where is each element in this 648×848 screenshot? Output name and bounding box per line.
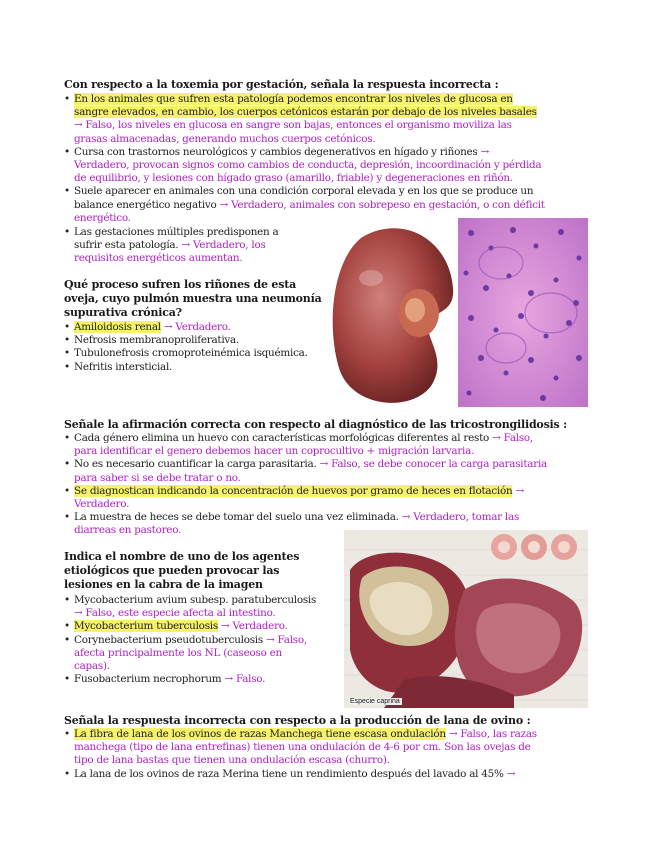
question-1-options xyxy=(64,93,546,225)
q3-option-3: • Se diagnostican indicando la concentración de huevos por gramo de heces en flotación → Verdadero. xyxy=(64,485,550,511)
question-1-options-cont xyxy=(64,226,308,266)
q4-option-2: • Mycobacterium tuberculosis → Verdadero. xyxy=(64,620,318,633)
q2-option-3: • Tubulonefrosis cromoproteinémica isquémica. xyxy=(64,347,316,360)
question-5-options xyxy=(64,728,550,781)
image-caption: Especie caprina xyxy=(350,698,400,705)
q5-option-2: • La lana de los ovinos de raza Merina tiene un rendimiento después del lavado al 45% → xyxy=(64,768,550,781)
q3-option-4: • La muestra de heces se debe tomar del suelo una vez eliminada. → Verdadero, tomar las diarreas en pastoreo. xyxy=(64,511,550,537)
question-3-options xyxy=(64,432,550,538)
q2-option-4: • Nefritis intersticial. xyxy=(64,361,316,374)
q4-option-1: • Mycobacterium avium subesp. paratuberculosis → Falso, este especie afecta al intestino. xyxy=(64,594,318,620)
q3-option-1: • Cada género elimina un huevo con características morfológicas diferentes al resto → Falso, para identificar el genero debemos hacer un coprocultivo + migración larvaria. xyxy=(64,432,550,458)
goat-lung-image xyxy=(344,530,588,708)
q1-option-4: • Las gestaciones múltiples predisponen a sufrir esta patología. → Verdadero, los requisitos energéticos aumentan. xyxy=(64,226,308,266)
q1-option-3: • Suele aparecer en animales con una condición corporal elevada y en los que se produce un balance energético negativo → Verdadero, animales con sobrepeso en gestación, o con déficit energético. xyxy=(64,185,546,225)
q1-option-2: • Cursa con trastornos neurológicos y cambios degenerativos en hígado y riñones → Verdadero, provocan signos como cambios de conducta, depresión, incoordinación y pérdida de equilibrio, y lesiones con hígado graso (amarillo, friable) y degeneraciones en riñón. xyxy=(64,146,546,186)
q2-option-2: • Nefrosis membranoproliferativa. xyxy=(64,334,316,347)
q3-option-2: • No es necesario cuantificar la carga parasitaria. → Falso, se debe conocer la carga parasitaria para saber si se debe tratar o no. xyxy=(64,458,550,484)
question-5: Señala la respuesta incorrecta con respecto a la producción de lana de ovino : xyxy=(64,714,531,727)
q4-option-4: • Fusobacterium necrophorum → Falso. xyxy=(64,673,318,686)
q5-option-1: • La fibra de lana de los ovinos de razas Manchega tiene escasa ondulación → Falso, las razas manchega (tipo de lana entrefinas) tienen una ondulación de 4-6 por cm. Son las ovejas de tipo de lana bastas que tienen una ondulación escasa (churro). xyxy=(64,728,550,768)
q4-option-3: • Corynebacterium pseudotuberculosis → Falso, afecta principalmente los NL (caseoso en capas). xyxy=(64,634,318,674)
q1-option-1: • En los animales que sufren esta patología podemos encontrar los niveles de glucosa en sangre elevados, en cambio, los cuerpos cetónicos estarán por debajo de los niveles basales → Falso, los niveles en glucosa en sangre son bajas, entonces el organismo moviliza las grasas almacenadas, generando muchos cuerpos cetónicos. xyxy=(64,93,546,146)
question-3: Señale la afirmación correcta con respecto al diagnóstico de las tricostrongilidosis : xyxy=(64,418,568,431)
question-2-options xyxy=(64,321,316,374)
kidney-histology-image xyxy=(331,218,588,407)
q2-option-1: • Amiloidosis renal → Verdadero. xyxy=(64,321,316,334)
question-2: Qué proceso sufren los riñones de esta oveja, cuyo pulmón muestra una neumonía supurativa crónica? xyxy=(64,278,322,319)
question-4: Indica el nombre de uno de los agentes etiológicos que pueden provocar las lesiones en la cabra de la imagen xyxy=(64,550,300,591)
question-1: Con respecto a la toxemia por gestación, señala la respuesta incorrecta : xyxy=(64,78,499,91)
question-4-options xyxy=(64,594,318,686)
